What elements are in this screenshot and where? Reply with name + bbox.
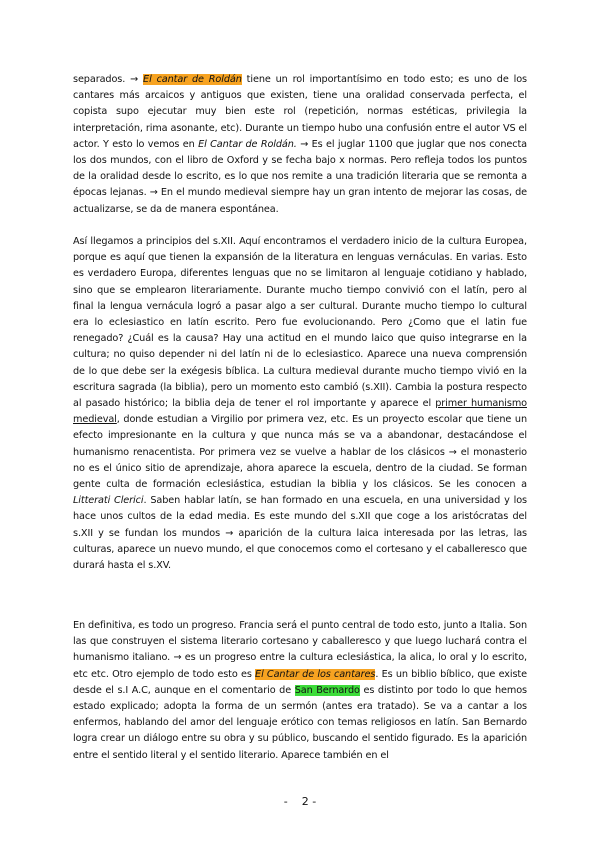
text-run: es distinto por todo lo que hemos estado explicado; adopta la forma de un sermón (antes era tratado). Se va a cantar a los enfermos, hablando del amor del lenguaje erótico con temas religiosos en latín. San Bernardo logra crear un diálogo entre su obra y su público, buscando el sentido figurado. Es la aparición entre el sentido literal y el sentido literario. Aparece también en el bbox=[73, 684, 527, 761]
text-run: . Saben hablar latín, se han formado en una escuela, en una universidad y los hace unos cultos de la edad media. Es este mundo del s.XII que coge a los aristócratas del s.XII y se fundan los mundos → aparición de la cultura laica interesada por las letras, las culturas, aparece un nuevo mundo, el que conocemos como el cortesano y el caballeresco que durará hasta el s.XV. bbox=[73, 495, 527, 572]
highlight-cantar-roldan: El cantar de Roldán bbox=[143, 74, 242, 85]
italic-term: Litterati Clerici bbox=[73, 495, 144, 507]
text-run: tiene un rol importantísimo en todo esto; es uno de los cantares más arcaicos y antiguos que existen, tiene una oralidad conservada perfecta, el copista supo ejecutar muy bien este rol (repetición, normas estéticas, privilegia la interpretación, rima asonante, etc). Durante un tiempo hubo una confusión entre el autor VS el actor. Y esto lo vemos en bbox=[73, 74, 527, 150]
text-run: . Es un biblio bíblico, que existe desde el s.I A.C, aunque en el comentario de bbox=[73, 668, 527, 696]
text-run: → Es el juglar 1100 que juglar que nos conecta los dos mundos, con el libro de Oxford y se fecha bajo x normas. Pero refleja todos los puntos de la oralidad desde lo escrito, es lo que nos remite a una tradición literaria que se remonta a épocas lejanas. → En el mundo medieval siempre hay un gran intento de mejorar las cosas, de actualizarse, se da de manera espontánea. bbox=[73, 138, 527, 215]
text-run: En definitiva, es todo un progreso. Francia será el punto central de todo esto, junto a Italia. Son las que construyen el sistema literario cortesano y caballeresco y que luego luchará contra el humanismo italiano. → es un progreso entre la cultura eclesiástica, la alica, lo oral y lo escrito, etc etc. Otro ejemplo de todo esto es bbox=[73, 620, 527, 680]
paragraph-2 bbox=[73, 234, 527, 574]
page-number: - 2 - bbox=[283, 795, 317, 808]
text-run: , donde estudian a Virgilio por primera vez, etc. Es un proyecto escolar que tiene un efecto impresionante en la cultura y que nunca más se va a abandonar, destacándose el humanismo renacentista. Por primera vez se vuelve a hablar de los clásicos → el monasterio no es el único sitio de aprendizaje, ahora aparece la escuela, dentro de la ciudad. Se forman gente culta de formación eclesiástica, estudian la biblia y los clásicos. Se les conocen a bbox=[73, 414, 527, 491]
highlight-san-bernardo: San Bernardo bbox=[294, 684, 360, 696]
text-run: separados. → bbox=[73, 74, 144, 85]
paragraph-1 bbox=[73, 72, 527, 218]
underlined-phrase: primer humanismo medieval bbox=[73, 398, 527, 426]
italic-title: El Cantar de Roldán. bbox=[198, 138, 297, 150]
text-run: Así llegamos a principios del s.XII. Aquí encontramos el verdadero inicio de la cultura Europea, porque es aquí que tienen la expansión de la literatura en lenguas vernáculas. En varias. Esto es verdadero Europa, diferentes lenguas que no se limitaron al lenguaje cotidiano y hablado, sino que se emplearon literariamente. Durante mucho tiempo convivió con el latín, pero al final la lengua vernácula logró a pasar algo a ser cultural. Durante mucho tiempo lo cultural era lo eclesiastico en latín escrito. Pero fue evolucionando. Pero ¿Como que el latin fue renegado? ¿Cuál es la causa? Hay una actitud en el mundo laico que quiso integrarse en la cultura; no quiso depender ni del latín ni de lo eclesiastico. Aparece una nueva comprensión de lo que debe ser la exégesis bíblica. La cultura medieval durante mucho tiempo vivió en la escritura sagrada (la biblia), pero un momento esto cambió (s.XII). Cambia la postura respecto al pasado histórico; la biblia deja de tener el rol importante y aparece el bbox=[73, 236, 527, 410]
paragraph-3 bbox=[73, 618, 527, 764]
highlight-cantar-cantares: El Cantar de los cantares bbox=[255, 668, 376, 680]
